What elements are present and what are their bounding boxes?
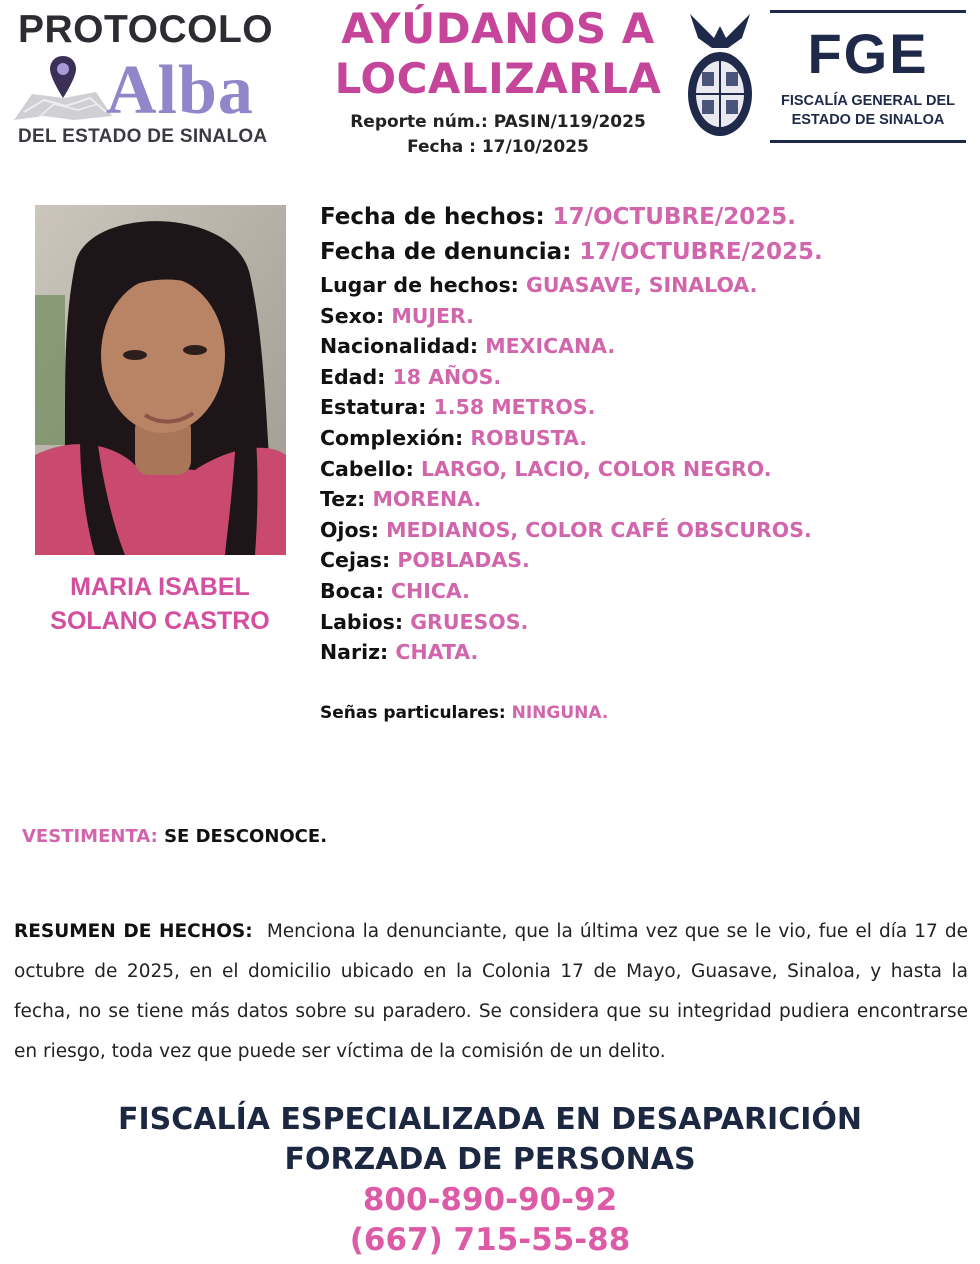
detail-labios bbox=[320, 607, 960, 638]
logo-protocolo-text: PROTOCOLO bbox=[18, 8, 274, 51]
detail-value: LARGO, LACIO, COLOR NEGRO. bbox=[420, 456, 772, 481]
detail-label: Fecha de denuncia: bbox=[320, 239, 572, 265]
detail-boca bbox=[320, 576, 960, 607]
vestimenta-value: SE DESCONOCE. bbox=[164, 826, 328, 847]
fge-top-rule bbox=[770, 10, 966, 13]
resumen-de-hechos bbox=[14, 912, 968, 1072]
detail-label: Edad: bbox=[320, 364, 386, 389]
detail-cejas bbox=[320, 545, 960, 576]
missing-person-photo bbox=[35, 205, 286, 555]
detail-label: Cejas: bbox=[320, 548, 391, 573]
detail-nariz bbox=[320, 637, 960, 668]
vestimenta-line bbox=[22, 826, 327, 847]
detail-label: Lugar de hechos: bbox=[320, 273, 519, 297]
vestimenta-colon: : bbox=[150, 826, 158, 847]
detail-label: Boca: bbox=[320, 578, 384, 603]
name-line-2: SOLANO CASTRO bbox=[50, 607, 270, 635]
detail-nacionalidad bbox=[320, 331, 960, 362]
sinaloa-seal-icon bbox=[684, 8, 756, 140]
detail-value: ROBUSTA. bbox=[470, 425, 588, 450]
protocolo-alba-logo bbox=[14, 8, 314, 158]
contact-footer bbox=[0, 1100, 980, 1260]
logo-alba-word: Alba bbox=[106, 52, 254, 129]
detail-label: Estatura: bbox=[320, 395, 427, 420]
detail-value: MEXICANA. bbox=[485, 334, 616, 359]
detail-value: MUJER. bbox=[391, 303, 474, 328]
detail-value: MEDIANOS, COLOR CAFÉ OBSCUROS. bbox=[386, 517, 812, 542]
report-number: Reporte núm.: PASIN/119/2025 bbox=[350, 112, 646, 132]
location-pin-icon bbox=[50, 56, 76, 98]
detail-label: Complexión: bbox=[320, 425, 464, 450]
detail-value: NINGUNA. bbox=[511, 702, 609, 723]
detail-label: Tez: bbox=[320, 487, 366, 512]
detail-lugar-hechos bbox=[320, 270, 960, 301]
person-photo-icon bbox=[35, 205, 286, 555]
detail-edad bbox=[320, 362, 960, 393]
missing-person-name bbox=[20, 570, 300, 638]
detail-value: GUASAVE, SINALOA. bbox=[526, 273, 758, 297]
title-line-1: AYÚDANOS A bbox=[341, 4, 655, 53]
detail-label: Sexo: bbox=[320, 303, 385, 328]
detail-label: Ojos: bbox=[320, 517, 379, 542]
title-line-2: LOCALIZARLA bbox=[334, 54, 662, 103]
vestimenta-label: VESTIMENTA bbox=[22, 826, 151, 847]
detail-label: Señas particulares: bbox=[320, 702, 506, 723]
footer-org-line-1: FISCALÍA ESPECIALIZADA EN DESAPARICIÓN bbox=[118, 1102, 862, 1137]
fge-logo bbox=[680, 8, 980, 148]
person-details bbox=[320, 200, 960, 726]
detail-tez bbox=[320, 484, 960, 515]
fge-subtitle-line-2: ESTADO DE SINALOA bbox=[791, 112, 945, 128]
detail-value: 17/OCTUBRE/2025. bbox=[579, 239, 823, 265]
detail-ojos bbox=[320, 515, 960, 546]
detail-sexo bbox=[320, 301, 960, 332]
fge-subtitle bbox=[760, 92, 976, 130]
detail-label: Labios: bbox=[320, 609, 404, 634]
report-date: Fecha : 17/10/2025 bbox=[407, 137, 589, 157]
detail-value: GRUESOS. bbox=[410, 609, 529, 634]
detail-label: Nariz: bbox=[320, 640, 389, 665]
detail-cabello bbox=[320, 454, 960, 485]
detail-value: 17/OCTUBRE/2025. bbox=[552, 204, 796, 230]
footer-org-line-2: FORZADA DE PERSONAS bbox=[284, 1142, 696, 1177]
fge-acronym: FGE bbox=[807, 22, 929, 85]
name-line-1: MARIA ISABEL bbox=[70, 573, 250, 601]
resumen-text: Menciona la denunciante, que la última vez que se le vio, fue el día 17 de octubre de 2025, en el domicilio ubicado en la Colonia 17 de Mayo, Guasave, Sinaloa, y hasta la fecha, no se tiene más datos sobre su paradero. Se considera que su integridad pudiera encontrarse en riesgo, toda vez que puede ser víctima de la comisión de un delito. bbox=[14, 921, 969, 1062]
detail-value: CHICA. bbox=[391, 578, 470, 603]
fge-subtitle-line-1: FISCALÍA GENERAL DEL bbox=[780, 93, 955, 109]
phone-number-2[interactable]: (667) 715-55-88 bbox=[349, 1222, 631, 1258]
detail-value: CHATA. bbox=[395, 640, 479, 665]
detail-value: POBLADAS. bbox=[397, 548, 530, 573]
detail-fecha-denuncia bbox=[320, 235, 960, 270]
detail-value: 1.58 METROS. bbox=[433, 395, 596, 420]
detail-estatura bbox=[320, 392, 960, 423]
detail-label: Cabello: bbox=[320, 456, 414, 481]
detail-value: MORENA. bbox=[372, 487, 482, 512]
resumen-label: RESUMEN DE HECHOS: bbox=[14, 921, 253, 942]
detail-fecha-hechos bbox=[320, 200, 960, 235]
fge-bottom-rule bbox=[770, 140, 966, 143]
detail-value: 18 AÑOS. bbox=[392, 364, 502, 389]
alert-title-block bbox=[322, 4, 674, 160]
phone-number-1[interactable]: 800-890-90-92 bbox=[362, 1182, 618, 1218]
detail-senas-particulares bbox=[320, 700, 960, 726]
detail-complexion bbox=[320, 423, 960, 454]
logo-state-text: DEL ESTADO DE SINALOA bbox=[18, 126, 268, 147]
detail-label: Nacionalidad: bbox=[320, 334, 479, 359]
detail-label: Fecha de hechos: bbox=[320, 204, 545, 230]
